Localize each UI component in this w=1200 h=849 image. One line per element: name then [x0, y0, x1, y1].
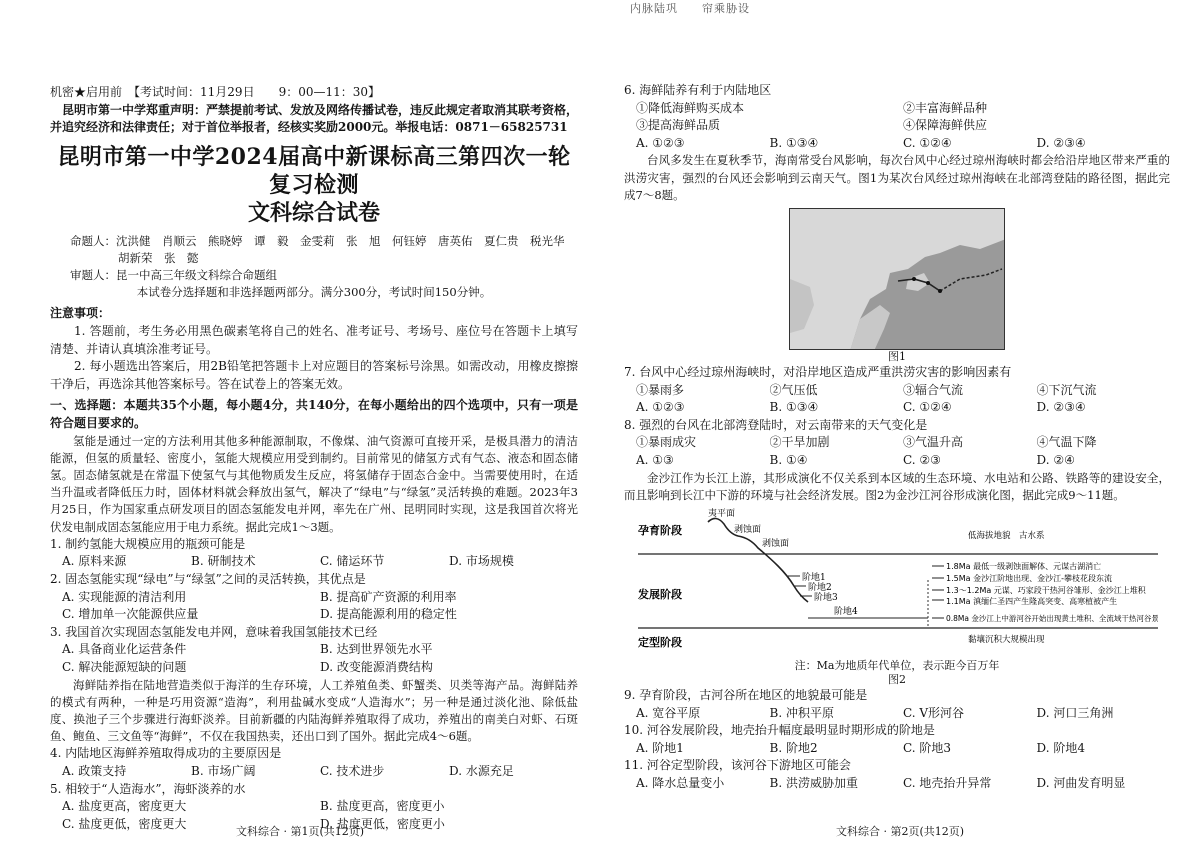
- diagram-graphic: [638, 508, 1158, 658]
- statement: ①暴雨成灾: [636, 435, 697, 450]
- figure-2-label: 图2: [888, 672, 906, 686]
- option[interactable]: C. 储运环节: [320, 554, 385, 569]
- typhoon-path-map: [789, 208, 1005, 350]
- option[interactable]: D. 盐度更低，密度更小: [320, 816, 445, 831]
- passage-typhoon: 台风多发生在夏秋季节，海南常受台风影响，每次台风中心经过琼州海峡时都会给沿岸地区带来严重的洪涝灾害，强烈的台风还会影响到云南天气。图1为某次台风经过琼州海峡在北部湾登陆的路径图，据此完成7～8题。: [624, 153, 1170, 202]
- option[interactable]: A. 阶地1: [636, 740, 684, 755]
- announcement-line-1: 昆明市第一中学郑重声明：严禁提前考试、发放及网络传播试卷，违反此规定者取消其联考资格，: [62, 102, 578, 117]
- exam-time: 【考试时间：11月29日 9：00—11：30】: [134, 85, 381, 99]
- statement: ②丰富海鲜品种: [903, 100, 988, 115]
- question-8-options: [624, 452, 1170, 470]
- terrace-label: 阶地3: [814, 592, 838, 603]
- question-3-options: [50, 641, 578, 676]
- statement: ②干旱加剧: [769, 435, 830, 450]
- surface-label: 夷平面: [708, 508, 736, 519]
- option[interactable]: C. ①②④: [903, 135, 952, 150]
- question-4-options: [50, 763, 578, 781]
- event-label: 1.5Ma 金沙江阶地出现、金沙江-攀枝花段东流: [946, 573, 1112, 583]
- surface-label: 剥蚀面: [734, 524, 762, 535]
- surface-label: 剥蚀面: [762, 538, 790, 549]
- event-label: 1.3～1.2Ma 元谋、巧家段干热河谷雏形、金沙江上堆积: [946, 585, 1146, 595]
- option[interactable]: B. 洪涝威胁加重: [769, 775, 858, 790]
- question-6-items: [624, 100, 1170, 135]
- option[interactable]: C. 技术进步: [320, 763, 385, 778]
- option[interactable]: D. 提高能源利用的稳定性: [320, 607, 457, 622]
- statement: ③气温升高: [903, 435, 964, 450]
- passage-seafood: 海鲜陆养指在陆地营造类似于海洋的生存环境，人工养殖鱼类、虾蟹类、贝类等海产品。海鲜陆养的模式有两种，一种是巧用资源“造海”，利用盐碱水变成“人造海水”；另一种是通过淡化池、除低盐度、换池子三个步骤进行海虾淡养。目前新疆的内陆海鲜养殖取得了成功，养殖出的南美白对虾、石斑鱼、鲍鱼、三文鱼等“海鲜”，不仅在我国热卖，还出口到了国外。据此完成4～6题。: [50, 677, 578, 744]
- question-6-options: [624, 135, 1170, 153]
- question-1: 1. 制约氢能大规模应用的瓶颈可能是: [50, 536, 246, 551]
- statement: ②气压低: [769, 382, 818, 397]
- statement: ④保障海鲜供应: [903, 118, 988, 133]
- diagram-note: 注：Ma为地质年代单位，表示距今百万年: [794, 658, 1000, 672]
- question-11: 11. 河谷定型阶段，该河谷下游地区可能会: [624, 758, 851, 773]
- paper-info: 本试卷分选择题和非选择题两部分。满分300分，考试时间150分钟。: [136, 284, 492, 299]
- question-3: 3. 我国首次实现固态氢能发电并网，意味着我国氢能技术已经: [50, 624, 378, 639]
- question-8-items: [624, 434, 1170, 452]
- section-1-heading: 一、选择题：本题共35个小题，每小题4分，共140分，在每小题给出的四个选项中，只有一项是符合题目要求的。: [50, 398, 578, 430]
- option[interactable]: A. 盐度更高，密度更大: [62, 799, 187, 814]
- option[interactable]: C. 解决能源短缺的问题: [62, 659, 187, 674]
- notice-2: 2. 每小题选出答案后，用2B铅笔把答题卡上对应题目的答案标号涂黑。如需改动，用橡皮擦擦干净后，再选涂其他答案标号。答在试卷上的答案无效。: [50, 359, 578, 391]
- page-footer: 文科综合 · 第1页(共12页): [235, 825, 365, 838]
- question-5: 5. 相较于“人造海水”，海虾淡养的水: [50, 781, 246, 796]
- stage-label: 定型阶段: [638, 635, 682, 649]
- question-7-items: [624, 382, 1170, 400]
- exam-page-2: [600, 0, 1200, 849]
- option[interactable]: B. ①③④: [769, 135, 819, 150]
- river-valley-diagram: [638, 508, 1158, 658]
- passage-jinsha: 金沙江作为长江上游，其形成演化不仅关系到本区域的生态环境、水电站和公路、铁路等的建设安全，而且影响到长江中下游的环境与社会经济发展。图2为金沙江河谷形成演化图，据此完成9～11题。: [624, 470, 1170, 502]
- option[interactable]: D. 水源充足: [449, 763, 514, 778]
- terrace-label: 阶地2: [808, 582, 832, 593]
- option[interactable]: A. 具备商业化运营条件: [62, 642, 187, 657]
- option[interactable]: A. ①③: [636, 452, 674, 467]
- header-line: [50, 84, 578, 102]
- paper-title: 昆明市第一中学2024届高中新课标高三第四次一轮复习检测: [57, 143, 571, 198]
- event-label: 0.8Ma 金沙江上中游河谷开始出现黄土堆积、全流域干热河谷景观形成: [946, 613, 1158, 623]
- terrace-label: 阶地1: [802, 572, 826, 583]
- authors-line-1: 命题人：沈洪健 肖顺云 熊晓婷 谭 毅 金雯莉 张 旭 何钰婷 唐英佑 夏仁贵 税光华: [70, 233, 565, 248]
- question-7: 7. 台风中心经过琼州海峡时，对沿岸地区造成严重洪涝灾害的影响因素有: [624, 364, 1012, 379]
- option[interactable]: C. 增加单一次能源供应量: [62, 607, 199, 622]
- option[interactable]: B. 盐度更高，密度更小: [320, 799, 445, 814]
- statement: ③辐合气流: [903, 382, 964, 397]
- option[interactable]: C. ②③: [903, 452, 941, 467]
- question-8: 8. 强烈的台风在北部湾登陆时，对云南带来的天气变化是: [624, 417, 928, 432]
- question-4: 4. 内陆地区海鲜养殖取得成功的主要原因是: [50, 746, 282, 761]
- statement: ①暴雨多: [636, 382, 685, 397]
- question-6: 6. 海鲜陆养有利于内陆地区: [624, 83, 772, 97]
- announcement-line-2: 并追究经济和法律责任；对于首位举报者，经核实奖励2000元。举报电话：0871－65825731: [50, 120, 568, 135]
- option[interactable]: C. 地壳抬升异常: [903, 775, 992, 790]
- option[interactable]: D. 河口三角洲: [1036, 705, 1114, 720]
- map-graphic: [790, 209, 1005, 350]
- option[interactable]: C. 阶地3: [903, 740, 952, 755]
- question-10-options: [624, 740, 1170, 758]
- question-9-options: [624, 705, 1170, 723]
- option[interactable]: B. ①③④: [769, 400, 819, 415]
- option[interactable]: D. 阶地4: [1036, 740, 1085, 755]
- question-10: 10. 河谷发展阶段，地壳抬升幅度最明显时期形成的阶地是: [624, 723, 935, 738]
- option[interactable]: B. 冲积平原: [769, 705, 834, 720]
- terrace-label: 阶地4: [834, 606, 858, 617]
- passage-hydrogen: 氢能是通过一定的方法利用其他多种能源制取，不像煤、油气资源可直接开采，是极具潜力的清洁能源，但氢的质量轻、密度小，氢能大规模应用受到制约。目前常见的储氢方式有气态、液态和固态储氢。固态储氢就是在常温下使氢气与其他物质发生反应，将氢储存于固态合金中。当需要使用时，在适当升温或者降低压力时，固体材料就会释放出氢气，解决了“绿电”与“绿氢”灵活转换的难题。2023年3月25日，作为国家重点研发项目的固态氢能发电并网，率先在广州、昆明同时实现，这是我国首次将光伏发电制成固态氢能应用于电力系统。据此完成1～3题。: [50, 433, 578, 534]
- top-fragment: 内脉陆巩 帘乘胁设: [630, 2, 750, 15]
- statement: ④下沉气流: [1036, 382, 1097, 397]
- option[interactable]: B. 提高矿产资源的利用率: [320, 589, 457, 604]
- option[interactable]: C. V形河谷: [903, 705, 965, 720]
- question-11-options: [624, 775, 1170, 793]
- option[interactable]: C. 盐度更低，密度更大: [62, 816, 187, 831]
- option[interactable]: B. ①④: [769, 452, 808, 467]
- option[interactable]: D. ②③④: [1036, 400, 1086, 415]
- authors-line-2: 胡新荣 张 懿: [118, 250, 199, 265]
- question-7-options: [624, 399, 1170, 417]
- question-9: 9. 孕育阶段，古河谷所在地区的地貌最可能是: [624, 687, 868, 702]
- statement: ①降低海鲜购买成本: [636, 100, 745, 115]
- reviewer-line: 审题人：昆一中高三年级文科综合命题组: [70, 267, 277, 282]
- option[interactable]: D. ②③④: [1036, 135, 1086, 150]
- figure-1-label: 图1: [888, 349, 906, 363]
- statement: ④气温下降: [1036, 435, 1097, 450]
- option[interactable]: B. 阶地2: [769, 740, 818, 755]
- option[interactable]: C. ①②④: [903, 400, 952, 415]
- event-label: 1.8Ma 最低一级剥蚀面解体、元谋古湖消亡: [946, 561, 1102, 571]
- stage-label: 孕育阶段: [638, 523, 682, 537]
- question-2-options: [50, 589, 578, 624]
- notice-1: 1. 答题前，考生务必用黑色碳素笔将自己的姓名、准考证号、考场号、座位号在答题卡上填写清楚、并请认真填涂准考证号。: [50, 323, 578, 356]
- option[interactable]: A. 宽谷平原: [636, 705, 701, 720]
- option[interactable]: B. 市场广阔: [191, 763, 256, 778]
- option[interactable]: B. 达到世界领先水平: [320, 642, 433, 657]
- option[interactable]: D. 市场规模: [449, 554, 514, 569]
- notice-title: 注意事项：: [50, 306, 111, 321]
- option[interactable]: A. 原料来源: [62, 554, 127, 569]
- option[interactable]: A. ①②③: [636, 135, 685, 150]
- event-label: 黏壤沉积大规模出现: [968, 634, 1045, 645]
- question-1-options: [50, 553, 578, 571]
- page-footer: 文科综合 · 第2页(共12页): [835, 825, 965, 838]
- option[interactable]: B. 研制技术: [191, 554, 256, 569]
- secret-label: 机密★启用前: [50, 85, 123, 99]
- option[interactable]: A. 政策支持: [62, 763, 127, 778]
- question-2: 2. 固态氢能实现“绿电”与“绿氢”之间的灵活转换，其优点是: [50, 571, 366, 586]
- option[interactable]: D. 河曲发育明显: [1036, 775, 1126, 790]
- stage-label: 发展阶段: [638, 587, 682, 601]
- event-label: 低海拔地貌 古水系: [968, 530, 1045, 541]
- paper-subtitle: 文科综合试卷: [247, 199, 380, 226]
- option[interactable]: A. ①②③: [636, 400, 685, 415]
- option[interactable]: A. 实现能源的清洁利用: [62, 589, 187, 604]
- statement: ③提高海鲜品质: [636, 118, 721, 133]
- option[interactable]: D. 改变能源消费结构: [320, 659, 433, 674]
- option[interactable]: D. ②④: [1036, 452, 1075, 467]
- event-label: 1.1Ma 滇缅仁圣四产生隆高突变、高寒植被产生: [946, 596, 1118, 606]
- option[interactable]: A. 降水总量变小: [636, 775, 725, 790]
